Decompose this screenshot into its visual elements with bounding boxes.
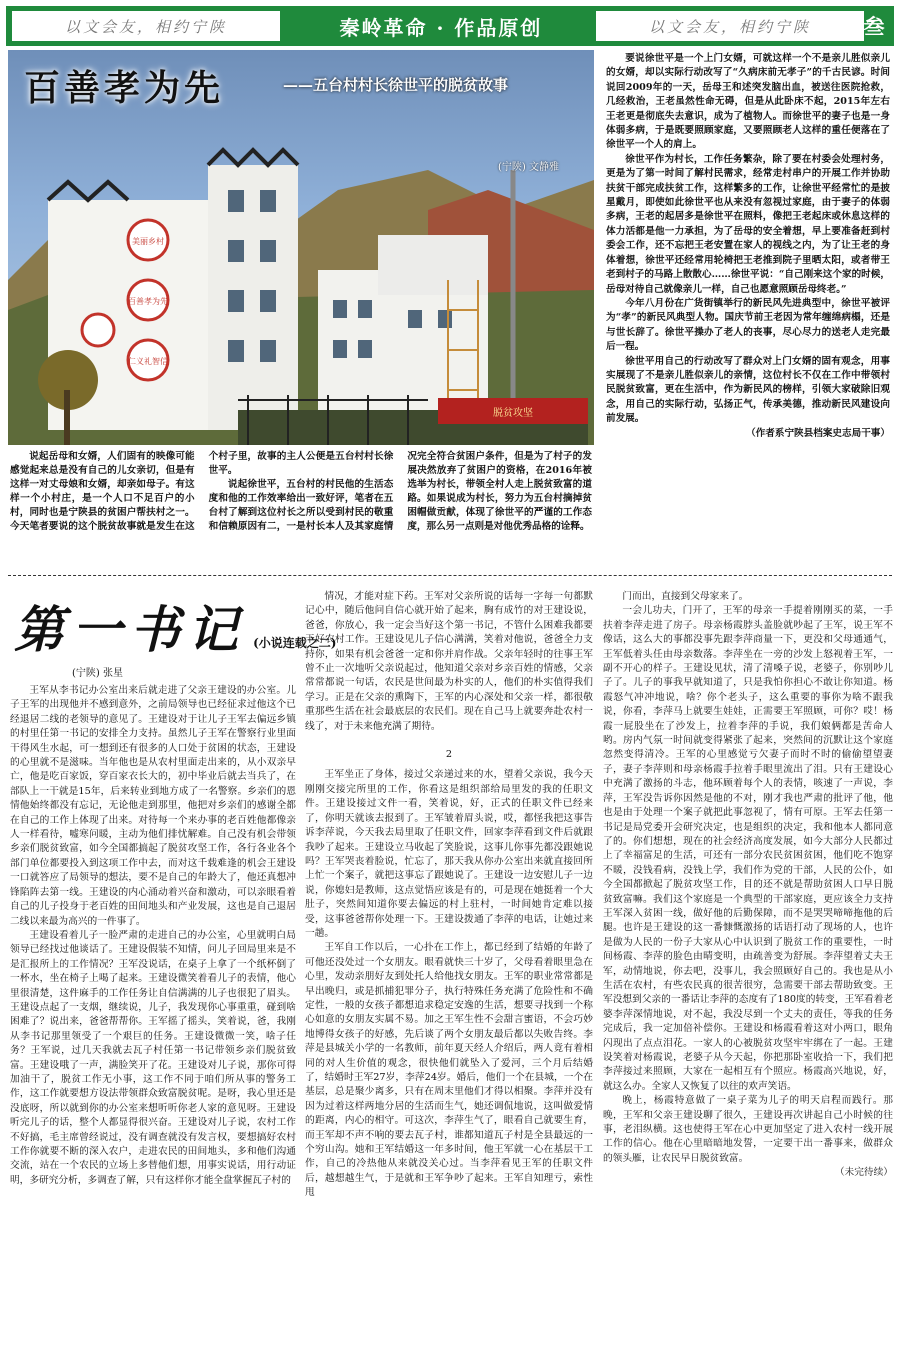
paragraph: 王建设看着儿子一脸严肃的走进自己的办公室，心里就明白局领导已经找过他谈话了。王建设假装不知情，问儿子回局里来是不是汇报所上的工作情况？王军没说话，在桌子上拿了一个纸杯倒了一杯水，坐在椅子上喝了起来。王建设微笑着看儿子的表情，他心里很清楚，这件麻手的工作任务让自信满满的儿子也很犯了眉头。王建设点起了一支烟，继续说，儿子，我发现你心事重重，碰到啥困难了？说出来，爸爸帮帮你。王军摇了摇头，笑着说，爸，我刚从李书记那里领受了一个艰巨的任务。王建设微微一笑，啥子任务？王军说，过几天我就去瓦子村任第一书记带领乡亲们脱贫致富。王建设哦了一声，满脸笑开了花。王建设对儿子说，那你可得加油干了，脱贫工作无小事，这工作不同于咱们所从事的警务工作，这工作就要想方设法带领群众致富脱贫呢。是呀，我心里还是没底呀，所以就到你的办公室来想听听你老人家的意见呀。王建设听完儿子的话，整个人都显得很兴奋。王建设对儿子说，农村工作不好搞，毛主席曾经说过，没有调查就没有发言权，要想搞好农村工作你就要不断的深入农户，走进农民的田间地头，多和他们沟通交流，站在一个农民的立场上多替他们想，用事实说话，用行动证明，多研究分析，多调查了解，只有这样你才能全盘掌握瓦子村的: [10, 929, 296, 1186]
story-column-1: [10, 684, 296, 1344]
story-column-3: [603, 590, 893, 1344]
story-column-2: [305, 590, 593, 1344]
mural-sign-1: 美丽乡村: [132, 237, 164, 246]
to-be-continued: （未完待续）: [834, 1167, 893, 1179]
story-tag: (小说连载之二): [253, 636, 337, 650]
paragraph: 一会儿功夫，门开了，王军的母亲一手提着刚刚买的菜，一手扶着李萍走进了房子。母亲杨霞脖头盖脸就吵起了王军，说王军不像话，这么大的事都没事先跟李萍商量一下，更没和父母通通气，王军低着头任由母亲数落。李萍坐在一旁的沙发上怒视着王军，一副不开心的样子。王建设见状，清了清嗓子说，老婆子，你别吵儿子了。儿子的事我早就知道了，只是我怕你担心不敢让你知道。杨霞怒气冲冲地说，啥？你个老头子，这么重要的事你为啥不跟我说，你看，李萍马上就要生娃娃，正需要王军照顾，可你？哎！杨霞一屁股坐在了沙发上，拉着李萍的手说，我们娘俩都是苦命人哟。房内气氛一时间就变得紧张了起来，突然间的沉默让这个家庭忽然变得清冷。王军的心里感觉亏欠妻子而时不时的偷偷望望妻子，妻子李萍则和母亲杨霞手拉着手眼里流出了泪。只有王建设心中充满了激扬的斗志，他环顾着每个人的表情，咳速了一声说，李萍，王军没告诉你因然是他的不对，刚才我也严肃的批评了他，他也是由于处理一个案子就把此事忽视了，情有可原。王军去任第一书记是局党委开会研究决定，也是组织的决定，我和他本人都同意了的。你们想想，现在的社会经济高度发展，如今大部分人民都过上了幸福富足的生活，可还有一部分农民贫困贫困，他们吃不饱穿不暖，没钱看病，没钱上学，我们作为党的干部，人民的公仆，如今全国都掀起了脱贫攻坚工作，目的还不就是帮助贫困人口早日脱贫致富嘛。我们这个家庭是一个典型的干部家庭，更应该全力支持王军深入贫困一线，做好他的后勤保障，而不是哭哭啼啼拖他的后腿。也许是王建设的这一番慷慨激扬的话语打动了现场的人，也许是做为人民的一份子大家从心中认识到了脱贫工作的重要性，一时间杨霞、李萍的脸色由晴变明，由疏善变为舒展。李萍望着丈夫王军，动情地说，你去吧，没事儿，我会照顾好自己的。我也是从小生活在农村，有些农民真的很苦很穷，急需要干部去帮助致变。王军没想到父亲的一番话让李萍的态度有了180度的转变，王军看着老婆李萍深情地说，对不起，我没尽到一个丈夫的责任，等我的任务完成后，我一定加倍补偿你。王建设和杨霞看着这对小两口，眼角闪现出了点点泪花。一家人的心被脱贫攻坚牢牢绑在了一起。王建设笑着对杨霞说，老婆子从今天起，你把那卧室收拾一下，我们把李萍接过来照顾，大家在一起相互有个照应。杨霞高兴地说，好，就这么办。全家人又恢复了以往的欢声笑语。: [603, 605, 893, 1092]
story-title: 第一书记: [14, 600, 246, 659]
column-title: 秦岭革命 · 作品原创: [339, 15, 543, 40]
paragraph: 情况，才能对症下药。王军对父亲所说的话每一字每一句都默记心中，随后他问自信心就开始了起来，胸有成竹的对王建设说，爸爸，你放心，我一定会当好这个第一书记，不管什么困难我都要干好农村工作。王建设见儿子信心满满，笑着对他说，爸爸全力支持你，如果有机会爸爸一定和你并肩作战。父亲年轻时的往事王军曾不止一次地听父亲说起过，他知道父亲对乡亲百姓的情感，父亲常常都说一句话，农民是世间最为朴实的人，他们的朴实值得我们学习。正是在父亲的熏陶下，王军的内心深处和父亲一样，都很敬重那些生活在社会最底层的农民们。现在自己马上就要奔赴农村一线了，对于未来他充满了期待。: [305, 591, 593, 732]
paragraph: 今年八月份在广货街镇举行的新民风先进典型中，徐世平被评为“孝”的新民风典型人物。国庆节前王老因为常年缠绵病榻，还是与世长辞了。徐世平操办了老人的丧事，尽心尽力的送老人走完最后一程。: [606, 297, 890, 353]
page-header-banner: [6, 6, 894, 46]
page-number: 叁: [863, 14, 885, 39]
feature-title: 百善孝为先: [24, 67, 225, 109]
author-note: （作者系宁陕县档案史志局干事）: [746, 427, 890, 439]
header-slogan-right: 以文会友，相约宁陕: [596, 11, 864, 41]
paragraph: 徐世平作为村长，工作任务繁杂，除了要在村委会处理村务，更是为了第一时间了解村民需求，经常走村串户的开展工作并协助扶贫干部完成扶贫工作，这样繁多的工作，让徐世平经常忙的是披星戴月，即使如此徐世平也从来没有忽视过家庭，由于妻子的体弱多病，王老的起居多是徐世平在照料，像把王老起床或休息这样的体力活都是他一力承担，为了岳母的安全着想，早上要准备赶到村委会工作，还不忘把王老安置在家人的视线之内，为了让王老的身体着想，徐世平还经常用轮椅把王老推到院子里晒太阳，或者带王老到村子的马路上散散心……徐世平说：“自己刚来这个家的时候，岳母对待自己就像亲儿一样，自己也愿意照顾岳母终老。”: [606, 153, 890, 295]
paragraph: 要说徐世平是一个上门女婿，可就这样一个不是亲儿胜似亲儿的女婿，却以实际行动改写了“久病床前无孝子”的千古民谚。时间说回2009年的一天，岳母王和述突发脑出血，被送往医院抢救，几经救治，王老虽然性命无碍，但是从此卧床不起，2015年左右王老更是彻底失去意识，成为了植物人。而徐世平的妻子也是一身体弱多病，于是既要照顾家庭，又要照顾老人这样的重任便落在了徐世平一个人的肩上。: [606, 53, 890, 151]
section-number: 2: [445, 749, 453, 761]
paragraph: 王军自工作以后，一心扑在工作上，都已经到了结婚的年龄了可他还没处过一个女朋友。眼看就快三十岁了，父母看着眼里急在心里，发动亲朋好友到处托人给他找女朋友。王军的职业常常都是早出晚归，或是抓捕犯罪分子，执行特殊任务充满了危险性和不确定性，一般的女孩子都想追求稳定安逸的生活，想要寻找到一个称心如意的女朋友实属不易。加之王军生性不会甜言蜜语，不会巧妙地博得女孩子的好感，先后谈了两个女朋友最后都以失败告终。李萍是县城关小学的一名教师，前年夏天经人介绍后，两人竟有着相同的对人生价值的观念，很快他们就坠入了爱河，三个月后结婚了，结婚时王军27岁，李萍24岁。婚后，他们一个在县城，一个在基层，总是聚少离多，只有在周末里他们才得以相聚。李萍并没有因为过着这样两地分居的生活而生气，她还调侃地说，这叫做爱情的距离，内心的相守。可这次，李萍生气了，眼看自己就要生育，而王军却不声不响的要去瓦子村，谁都知道瓦子村是全县最远的一个穷山沟。她和王军结婚这一年多时间，他王军就一心在基层干工作，自己的冷热他从来就没关心过。当李萍看见王军的任职文件后，越想越生气，于是就和王军争吵了起来。王军自知理亏，索性甩: [305, 942, 593, 1199]
mural-sign-2: 百善孝为先: [128, 297, 168, 306]
paragraph: 门而出，直接到父母家来了。: [622, 591, 749, 602]
feature-photo: [8, 50, 594, 445]
banner-sign: 脱贫攻坚: [493, 408, 533, 419]
mural-sign-3: 仁义礼智信: [128, 357, 168, 366]
paragraph: 徐世平用自己的行动改写了群众对上门女婿的固有观念，用事实展现了不是亲儿胜似亲儿的亲情，这位村长不仅在工作中带领村民脱贫致富，更在生活中，作为新民风的榜样，引领大家破除旧观念，用自己的实际行动，弘扬正气，传承美德，推动新民风建设向前发展。: [606, 355, 890, 425]
story-author: (宁陕) 张星: [72, 668, 123, 679]
paragraph: 王军从李书记办公室出来后就走进了父亲王建设的办公室。儿子王军的出现他并不感到意外，之前局领导也已经征求过他这个已经退居二线的老领导的意见了。王建设对于让儿子王军去偏远乡镇的村里任第一书记的安排全力支持。虽然儿子王军在警察行业里面干得风生水起，可一想到还有很多的人口处于贫困的状态，王建设的心里就不是滋味。当年他也是从农村里面走出来的，从小双亲早亡，他是吃百家饭，穿百家衣长大的，初中毕业后就去当兵了，在部队上一干就是15年，后来转业到地方成了一名警察。乡亲们的恩情他始终都没有忘记，无论他走到那里，他把对乡亲们的感谢全都在自己的工作上体现了出来。对待每一个来办事的老百姓他都像亲人一样看待，嘘寒问暖，主动为他们排忧解难。自己没有机会带领乡亲们脱贫致富，如今全国都搞起了脱贫攻坚工作，各行各业各个部门单位都要投入到这项工作中去，而对这千载难逢的机会王建设一口就答应了局领导的想法，要不是自己的年龄大了，他还真想冲锋陷阵去第一线。王建设的内心涌动着兴奋和激动，可以亲眼看着自己的儿子投身于老百姓的田间地头和产业发展，这也是自己退居二线以来最为高兴的一件事了。: [10, 685, 296, 927]
story-header: [14, 590, 336, 662]
paragraph: 王军坐正了身体，接过父亲递过来的水，望着父亲说，我今天刚刚交接完所里的工作，你看这是组织部给局里发的我的任职文件。王建设接过文件一看，笑着说，好，正式的任职文件已经来了，你明天就该去报到了。王军皱着眉头说，哎，都怪我把这事告诉李萍说，今天我去局里取了任职文件，回家李萍看到文件后就跟我吵了起来。王建设立马收起了笑脸说，这事儿你事先都没跟她说吗？王军哭丧着脸说，忙忘了，那天我从你办公室出来就直接回所上忙一个案子，就把这事忘了跟她说了。王建设一边安慰儿子一边说，你媳妇是教师，这点觉悟应该是有的，可是现在她挺着一个大肚子，突然间知道你要去偏远的村上驻村，一时间她肯定难以接受，这事爸爸帮你处理一下。王建设拨通了李萍的电话，让她过来一趟。: [305, 769, 593, 939]
paragraph: 说起岳母和女婿，人们固有的映像可能感觉起来总是没有自己的儿女亲切，但是有这样一对丈母娘和女婿，却亲如母子。有这样一个小村庄，是一个人口不足百户的小村，同时也是宁陕县的贫困户帮扶村之一。今天笔者要说的这个脱贫故事就是发生在这个村子里，故事的主人公便是五台村村长徐世平。: [10, 451, 394, 532]
feature-byline: (宁陕) 文静雅: [498, 162, 559, 173]
paragraph: 晚上，杨霞特意做了一桌子菜为儿子的明天启程而践行。那晚，王军和父亲王建设聊了很久，王建设再次讲起自己小时候的往事，老泪纵横。这也使得王军在心中更加坚定了进入农村一线开展工作的信心。他在心里暗暗地发誓，一定要干出一番事来，做群众的领头雁，让农民早日脱贫致富。: [603, 1095, 893, 1164]
section-divider: [8, 575, 892, 576]
feature-body-right: [606, 52, 890, 570]
paragraph: 说起徐世平，五台村的村民他的生活态度和他的工作效率给出一致好评，笔者在五台村了解到这位村长之所以受到村民的敬重和信赖原因有二，一是村长本人及其家庭情况完全符合贫困户条件，但是为了村子的发展决然放弃了贫困户的资格，在2016年被选举为村长，带领全村人走上脱贫致富的道路。如果说成为村长，努力为五台村摘掉贫困帽做贡献，体现了徐世平的严谨的工作态度，那么另一点则是对他优秀品格的诠释。: [208, 451, 592, 532]
feature-subtitle: ——五台村村长徐世平的脱贫故事: [283, 76, 509, 94]
feature-body-bottom: [10, 450, 592, 568]
header-slogan-left: 以文会友，相约宁陕: [12, 11, 280, 41]
